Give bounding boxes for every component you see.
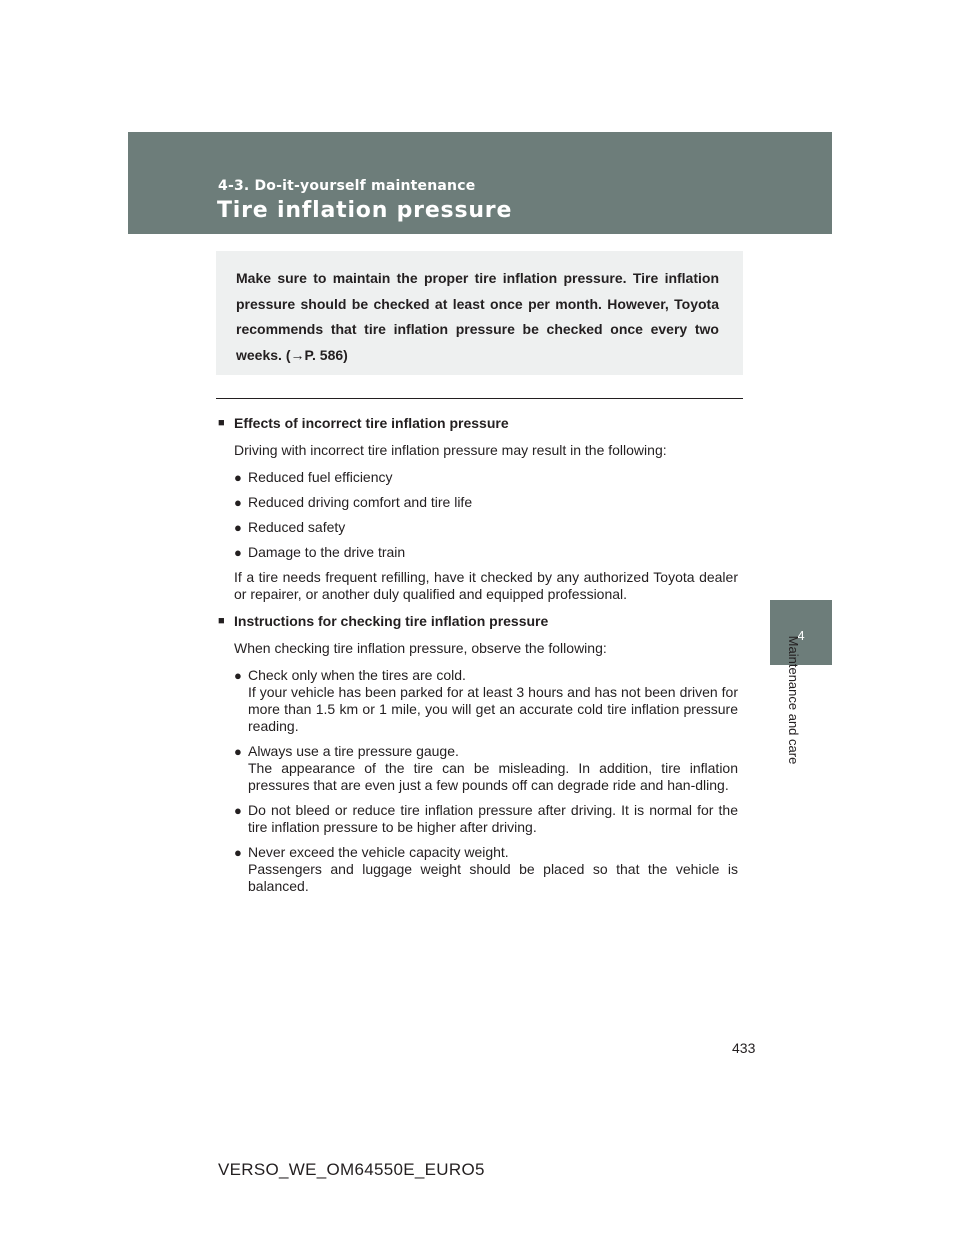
section-heading [218, 613, 738, 630]
intro-text: Make sure to maintain the proper tire inflation pressure. Tire inflation pressure should be checked at least once per month. However, Toyota recommends that tire inflation pressure be checked once every two weeks. (→P. 586) [236, 270, 719, 363]
list-item-text [248, 743, 738, 794]
page-title: Tire inflation pressure [217, 198, 513, 223]
section-text: When checking tire inflation pressure, observe the following: [234, 640, 607, 656]
circle-bullet-icon: ● [234, 803, 242, 818]
chapter-tab [770, 600, 832, 665]
divider [216, 398, 743, 399]
list-item [234, 844, 738, 895]
main-content [218, 415, 738, 903]
list-item-text [248, 844, 738, 895]
list-item-lead: Never exceed the vehicle capacity weight. [248, 844, 509, 860]
list-item [234, 544, 738, 561]
circle-bullet-icon: ● [234, 668, 242, 683]
section-label: 4-3. Do-it-yourself maintenance [218, 178, 476, 194]
list-item-text: Reduced fuel efficiency [248, 469, 393, 485]
list-item [234, 667, 738, 735]
section-text: Driving with incorrect tire inflation pressure may result in the following: [234, 442, 667, 458]
list-item [234, 802, 738, 836]
circle-bullet-icon: ● [234, 470, 242, 485]
section-heading [218, 415, 738, 432]
chapter-number: 4 [797, 628, 805, 643]
square-bullet-icon: ■ [218, 615, 225, 627]
list-item-text [248, 802, 738, 836]
circle-bullet-icon: ● [234, 545, 242, 560]
intro-box [216, 251, 743, 375]
circle-bullet-icon: ● [234, 520, 242, 535]
list-item [234, 519, 738, 536]
section-closing-text: If a tire needs frequent refilling, have it checked by any authorized Toyota dealer or repairer, or another duly qualified and equipped professional. [234, 569, 738, 602]
list-item-text: Damage to the drive train [248, 544, 406, 560]
list-item [234, 743, 738, 794]
section-heading-text: Instructions for checking tire inflation pressure [234, 613, 549, 629]
circle-bullet-icon: ● [234, 744, 242, 759]
list-item-lead: Check only when the tires are cold. [248, 667, 466, 683]
list-item-lead: Always use a tire pressure gauge. [248, 743, 459, 759]
list-item-text: Reduced driving comfort and tire life [248, 494, 473, 510]
list-item-detail: The appearance of the tire can be misleading. In addition, tire inflation pressures that are even just a few pounds off can degrade ride and han-dling. [248, 760, 738, 793]
list-item-detail: Passengers and luggage weight should be placed so that the vehicle is balanced. [248, 861, 738, 894]
circle-bullet-icon: ● [234, 845, 242, 860]
page-header [128, 132, 832, 234]
list-item [234, 494, 738, 511]
list-item-detail: Do not bleed or reduce tire inflation pressure after driving. It is normal for the tire inflation pressure to be higher after driving. [248, 802, 738, 835]
page-number: 433 [732, 1040, 756, 1056]
list-item-detail: If your vehicle has been parked for at least 3 hours and has not been driven for more than 1.5 km or 1 mile, you will get an accurate cold tire inflation pressure reading. [248, 684, 738, 734]
list-item-text [248, 667, 738, 735]
circle-bullet-icon: ● [234, 495, 242, 510]
list-item [234, 469, 738, 486]
chapter-side-label-text: Maintenance and care [786, 635, 801, 765]
square-bullet-icon: ■ [218, 417, 225, 429]
document-code: VERSO_WE_OM64550E_EURO5 [218, 1160, 485, 1179]
list-item-text: Reduced safety [248, 519, 346, 535]
section-heading-text: Effects of incorrect tire inflation pressure [234, 415, 509, 431]
